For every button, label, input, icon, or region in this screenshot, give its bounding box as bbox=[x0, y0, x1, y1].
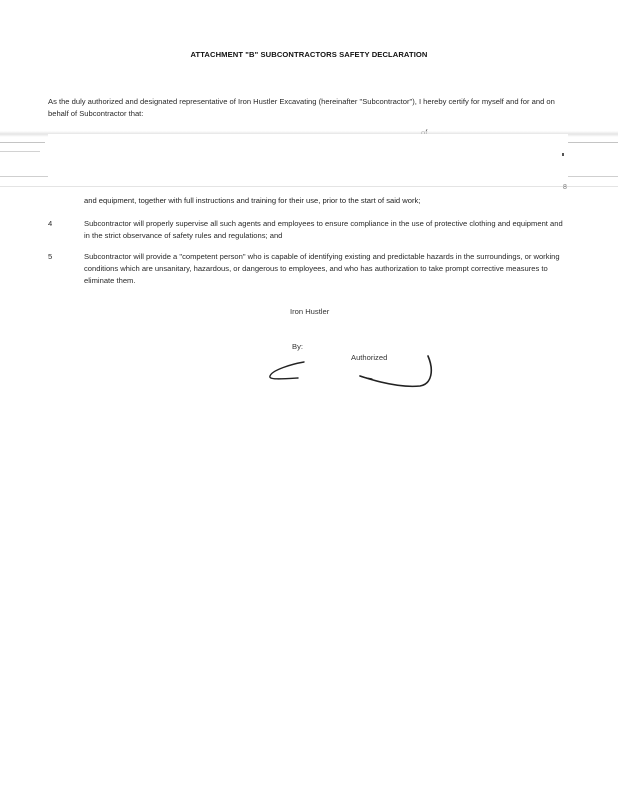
scan-line bbox=[0, 142, 45, 143]
scan-line bbox=[568, 142, 618, 143]
item-number: 5 bbox=[48, 252, 53, 261]
signature-by-label: By: bbox=[292, 342, 303, 351]
scan-line bbox=[0, 186, 618, 187]
document-title: ATTACHMENT "B" SUBCONTRACTORS SAFETY DECLARATION bbox=[190, 50, 428, 59]
scan-line bbox=[0, 176, 48, 177]
signature-company: Iron Hustler bbox=[290, 307, 330, 316]
edge-page-digit: 8 bbox=[563, 184, 567, 191]
scan-line bbox=[568, 176, 618, 177]
redacted-region bbox=[48, 134, 568, 186]
scan-artifact bbox=[562, 153, 564, 156]
handwritten-signature bbox=[260, 348, 450, 398]
item-text: Subcontractor will provide a "competent person" who is capable of identifying existing and predictable hazards in the surroundings, or working conditions which are unsanitary, hazardous, or dangerous to employees, and who has authorization to take prompt corrective measures to eliminate them. bbox=[84, 252, 560, 285]
item-text: Subcontractor will properly supervise all such agents and employees to ensure compliance in the use of protective clothing and equipment and in the strict observance of safety rules and regulations; and bbox=[84, 219, 563, 240]
scan-line bbox=[0, 151, 40, 152]
signature-authorized-label: Authorized bbox=[351, 353, 388, 362]
item-3-continuation: and equipment, together with full instructions and training for their use, prior to the start of said work; bbox=[84, 196, 421, 205]
item-number: 4 bbox=[48, 219, 53, 228]
intro-paragraph: As the duly authorized and designated representative of Iron Hustler Excavating (hereinafter "Subcontractor"), I hereby certify for myself and for and on behalf of Subcontractor that: bbox=[48, 97, 555, 118]
